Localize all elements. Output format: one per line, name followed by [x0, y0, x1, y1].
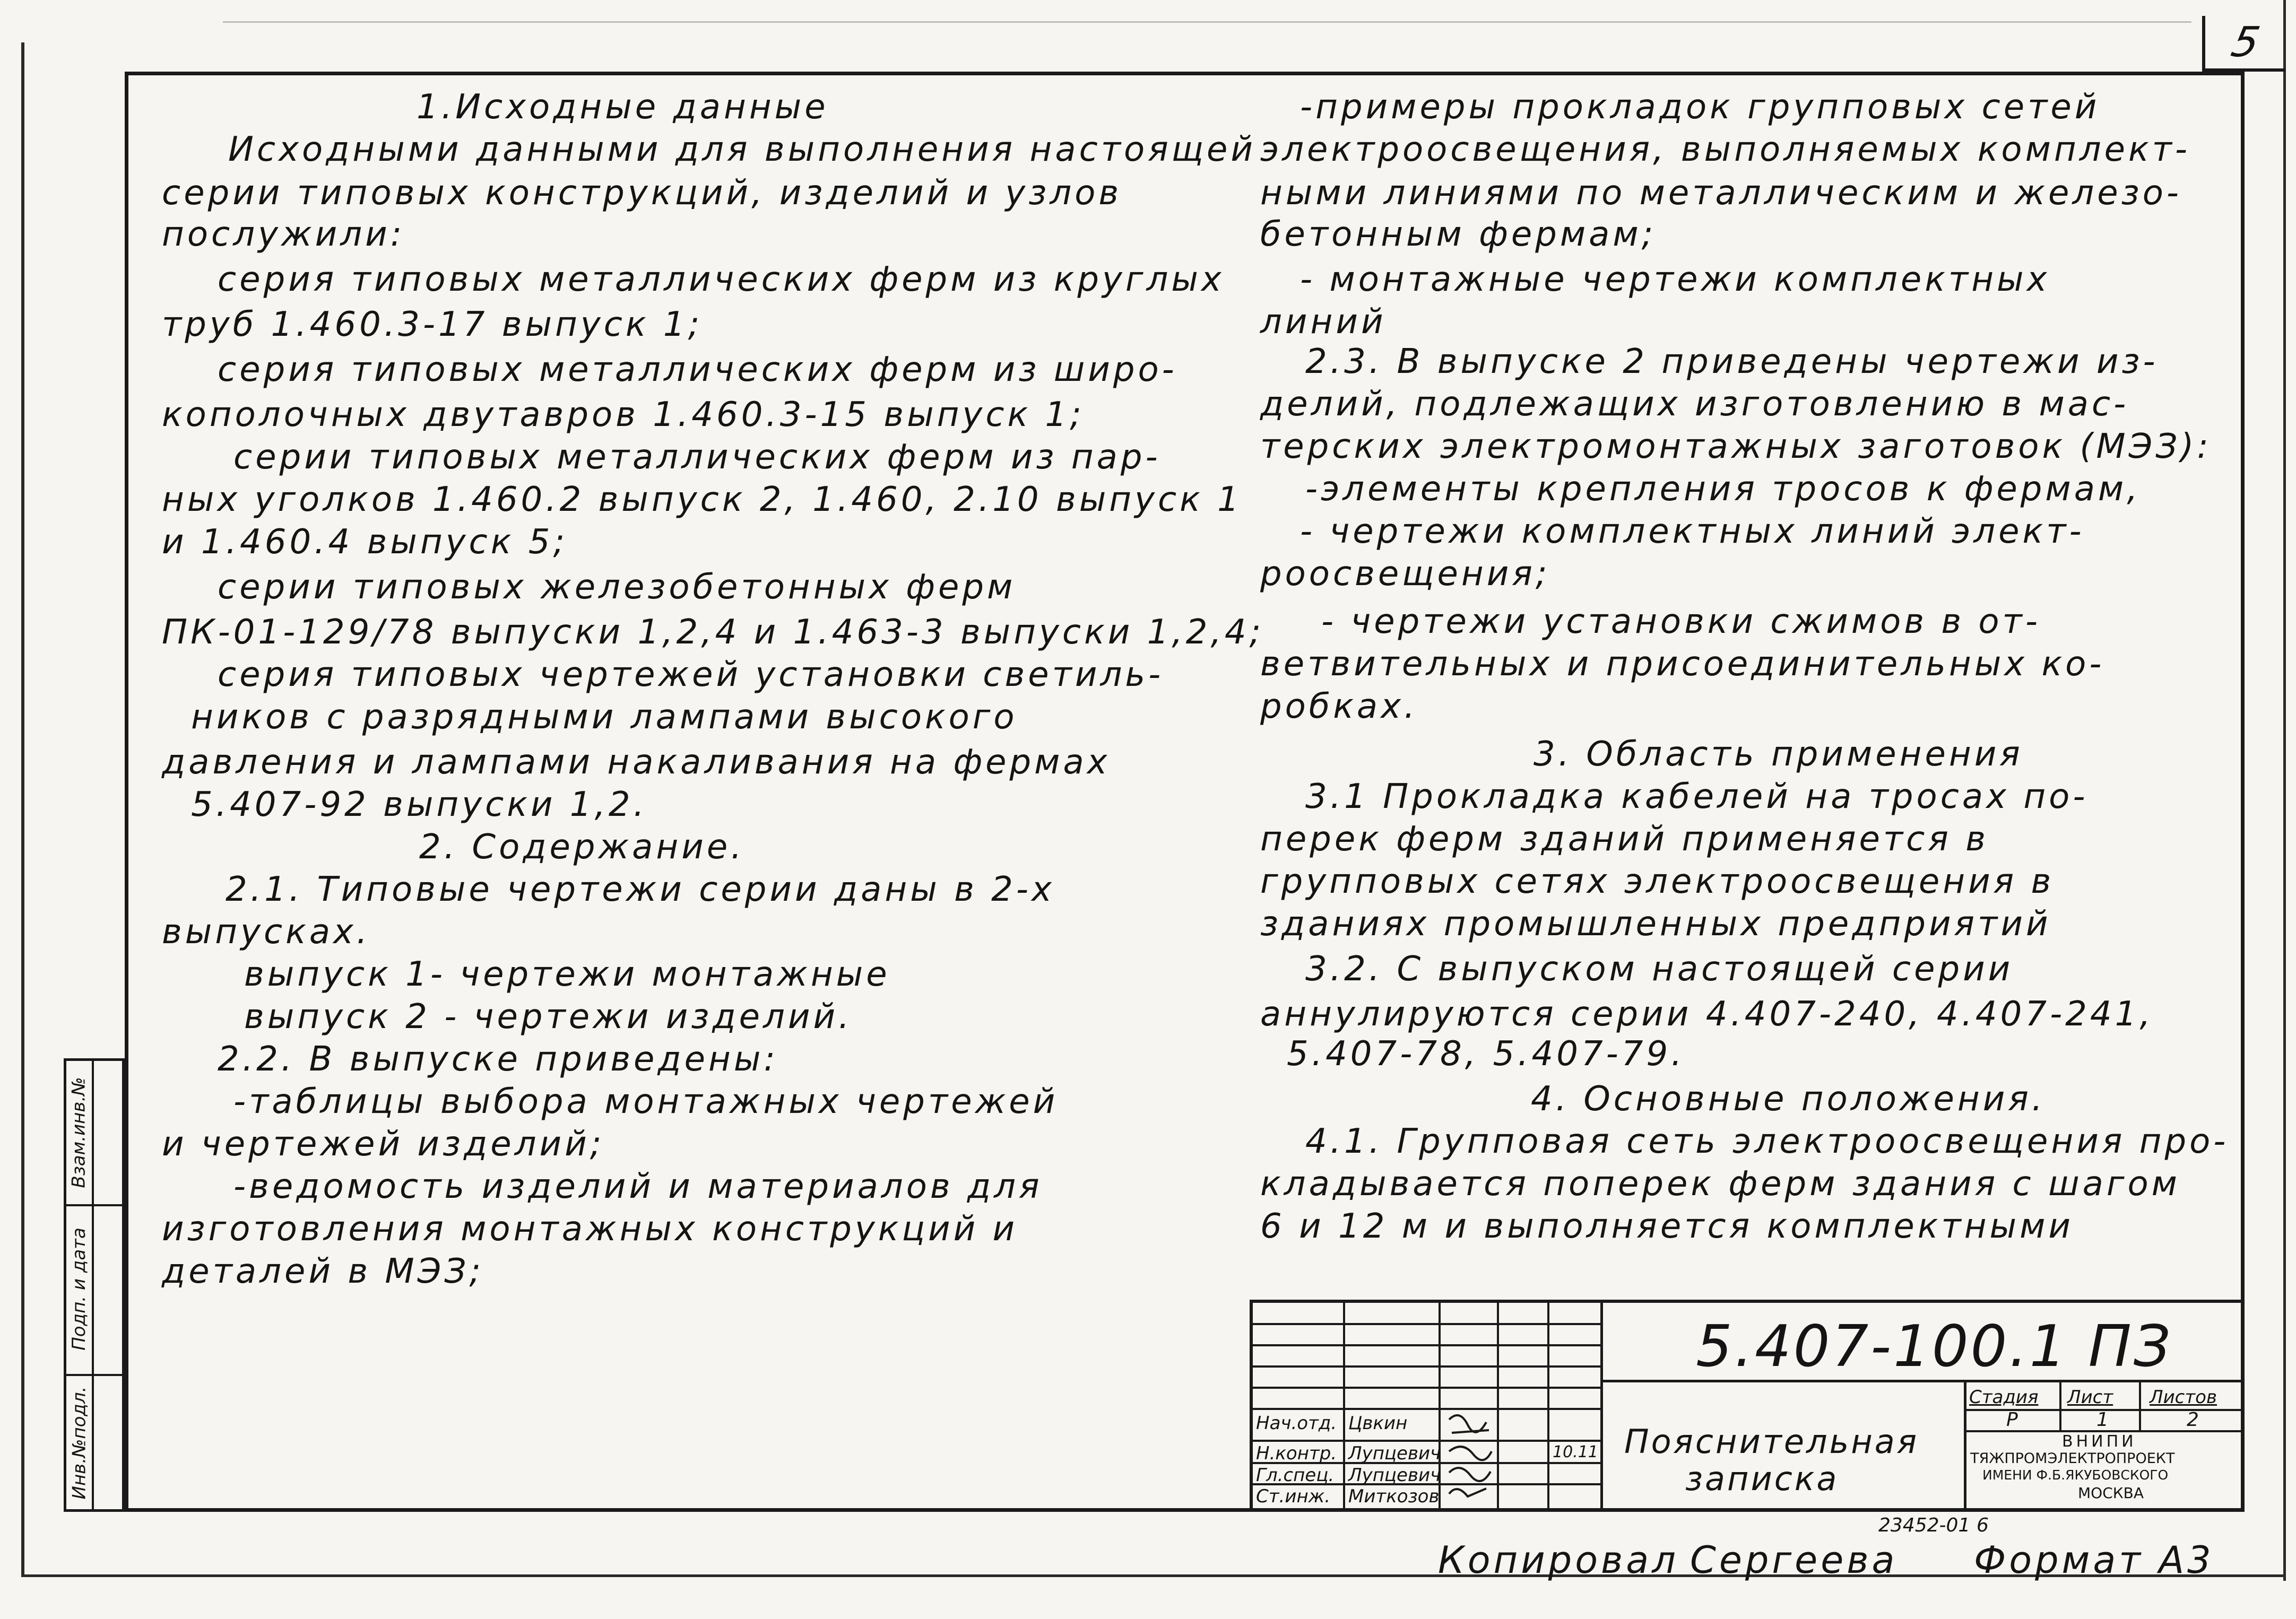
text-line: 3.1 Прокладка кабелей на тросах по- — [1305, 777, 2089, 816]
text-line: -ведомость изделий и материалов для — [233, 1167, 1043, 1206]
org-line: ВНИПИ — [2062, 1432, 2137, 1451]
side-label-sign: Подп. и дата — [68, 1228, 90, 1351]
title-block-rule — [1600, 1303, 1603, 1509]
role-label: Гл.спец. — [1256, 1465, 1335, 1486]
sheet-trim-right — [2283, 0, 2286, 1581]
text-line: 4.1. Групповая сеть электроосвещения про- — [1305, 1122, 2229, 1161]
text-line: труб 1.460.3-17 выпуск 1; — [162, 305, 703, 344]
page-number: 5 — [2227, 18, 2264, 66]
text-line: - чертежи комплектных линий элект- — [1300, 512, 2085, 551]
name-value: Лупцевич — [1348, 1443, 1441, 1464]
org-line: ТЯЖПРОМЭЛЕКТРОПРОЕКТ — [1970, 1450, 2175, 1467]
page-number-box — [2202, 16, 2285, 72]
text-line: выпуск 2 - чертежи изделий. — [244, 997, 853, 1037]
sheet-trim-left — [21, 42, 24, 1576]
text-line: аннулируются серии 4.407-240, 4.407-241, — [1260, 995, 2154, 1034]
title-block-rule — [1343, 1303, 1345, 1509]
sheet-trim-bottom — [21, 1574, 2284, 1577]
role-label: Нач.отд. — [1256, 1413, 1337, 1434]
title-block-rule — [1497, 1303, 1499, 1509]
text-line: зданиях промышленных предприятий — [1260, 904, 2051, 944]
text-line: серия типовых чертежей установки светиль- — [218, 655, 1164, 694]
text-line: роосвещения; — [1260, 554, 1550, 594]
sheet-label: Лист — [2067, 1387, 2113, 1408]
text-line: давления и лампами накаливания на фермах — [162, 743, 1111, 782]
text-line: -таблицы выбора монтажных чертежей — [233, 1082, 1059, 1121]
name-value: Цвкин — [1348, 1413, 1408, 1434]
text-line: серия типовых металлических ферм из широ- — [218, 350, 1177, 389]
title-block-rule — [1253, 1323, 1600, 1325]
text-line: линий — [1260, 302, 1387, 342]
text-line: -примеры прокладок групповых сетей — [1300, 88, 2100, 127]
text-line: серии типовых металлических ферм из пар- — [233, 438, 1161, 477]
text-line: серия типовых металлических ферм из круглых — [218, 260, 1225, 299]
section-heading: 2. Содержание. — [419, 828, 745, 867]
title-block-rule — [1253, 1365, 1600, 1368]
text-line: 2.3. В выпуске 2 приведены чертежи из- — [1305, 342, 2159, 381]
side-label-replace: Взам.инв.№ — [68, 1077, 90, 1188]
title-block-rule — [1964, 1380, 1966, 1509]
title-block-rule — [2139, 1380, 2141, 1432]
text-line: и 1.460.4 выпуск 5; — [162, 523, 568, 562]
text-line: 5.407-92 выпуски 1,2. — [191, 785, 647, 824]
title-block-rule — [1253, 1408, 1600, 1410]
side-label-inv: Инв.№подл. — [68, 1386, 90, 1500]
text-line: 5.407-78, 5.407-79. — [1287, 1034, 1685, 1074]
sheet-value: 1 — [2096, 1409, 2109, 1431]
text-line: серии типовых железобетонных ферм — [218, 568, 1016, 607]
title-block-rule — [2059, 1380, 2061, 1432]
text-line: 2.1. Типовые чертежи серии даны в 2-х — [226, 870, 1055, 909]
text-line: кладывается поперек ферм здания с шагом — [1260, 1164, 2180, 1204]
stage-value: Р — [2006, 1409, 2018, 1431]
text-line: изготовления монтажных конструкций и — [162, 1209, 1018, 1249]
date-value: 10.11 — [1553, 1443, 1598, 1461]
text-line: ных уголков 1.460.2 выпуск 2, 1.460, 2.10 выпуск 1 — [162, 480, 1242, 519]
side-stamp — [64, 1058, 125, 1512]
text-line: -элементы крепления тросов к фермам, — [1305, 469, 2141, 509]
signature-marks — [1444, 1409, 1497, 1510]
section-heading: 1.Исходные данные — [417, 88, 829, 127]
text-line: деталей в МЭЗ; — [162, 1252, 484, 1291]
sheets-value: 2 — [2187, 1409, 2199, 1431]
copier-name: Сергеева — [1690, 1538, 1898, 1582]
name-value: Лупцевич — [1348, 1465, 1441, 1486]
section-heading: 3. Область применения — [1533, 735, 2023, 774]
text-line: бетонным фермам; — [1260, 215, 1657, 254]
text-line: кополочных двутавров 1.460.3-15 выпуск 1; — [162, 395, 1085, 434]
text-line: терских электромонтажных заготовок (МЭЗ): — [1260, 427, 2212, 466]
doc-code: 5.407-100.1 ПЗ — [1696, 1313, 2173, 1380]
title-block-rule — [1253, 1344, 1600, 1346]
text-line: ветвительных и присоединительных ко- — [1260, 645, 2105, 684]
sheet-trim-top — [223, 21, 2191, 23]
text-line: перек ферм зданий применяется в — [1260, 820, 1989, 859]
text-line: Исходными данными для выполнения настоящей — [228, 130, 1256, 169]
text-line: 6 и 12 м и выполняется комплектными — [1260, 1207, 2074, 1246]
title-block-rule — [1253, 1440, 1600, 1442]
doc-title-line2: записка — [1685, 1459, 1839, 1498]
title-block — [1250, 1300, 2245, 1512]
text-line: выпусках. — [162, 912, 371, 952]
title-block-rule — [1547, 1303, 1549, 1509]
doc-title-line1: Пояснительная — [1624, 1422, 1919, 1461]
title-block-rule — [1600, 1380, 2241, 1382]
stage-label: Стадия — [1969, 1387, 2039, 1408]
text-line: 3.2. С выпуском настоящей серии — [1305, 950, 2014, 989]
role-label: Ст.инж. — [1256, 1486, 1331, 1507]
text-line: ными линиями по металлическим и железо- — [1260, 173, 2182, 213]
text-line: электроосвещения, выполняемых комплект- — [1260, 130, 2190, 169]
text-line: и чертежей изделий; — [162, 1125, 605, 1164]
title-block-rule — [1253, 1387, 1600, 1389]
text-line: групповых сетях электроосвещения в — [1260, 862, 2055, 901]
copied-by-label: Копировал — [1438, 1538, 1679, 1582]
text-line: робках. — [1260, 687, 1418, 726]
section-heading: 4. Основные положения. — [1531, 1080, 2046, 1119]
text-line: послужили: — [162, 215, 405, 254]
text-line: - чертежи установки сжимов в от- — [1321, 602, 2041, 641]
org-line: МОСКВА — [2078, 1484, 2144, 1502]
role-label: Н.контр. — [1256, 1443, 1337, 1464]
name-value: Миткозов — [1348, 1486, 1440, 1507]
text-line: делий, подлежащих изготовлению в мас- — [1260, 385, 2129, 424]
inventory-number: 23452-01 — [1878, 1514, 1971, 1536]
format-label: Формат А3 — [1974, 1538, 2214, 1582]
org-line: ИМЕНИ Ф.Б.ЯКУБОВСКОГО — [1982, 1467, 2169, 1483]
text-line: ПК-01-129/78 выпуски 1,2,4 и 1.463-3 выпуски 1,2,4; — [162, 613, 1264, 652]
text-line: 2.2. В выпуске приведены: — [218, 1040, 778, 1079]
text-line: - монтажные чертежи комплектных — [1300, 260, 2050, 299]
sheets-label: Листов — [2150, 1387, 2217, 1408]
text-line: ников с разрядными лампами высокого — [191, 698, 1018, 737]
text-line: серии типовых конструкций, изделий и узлов — [162, 173, 1122, 213]
inventory-sheet: 6 — [1977, 1514, 1989, 1536]
text-line: выпуск 1- чертежи монтажные — [244, 955, 890, 994]
